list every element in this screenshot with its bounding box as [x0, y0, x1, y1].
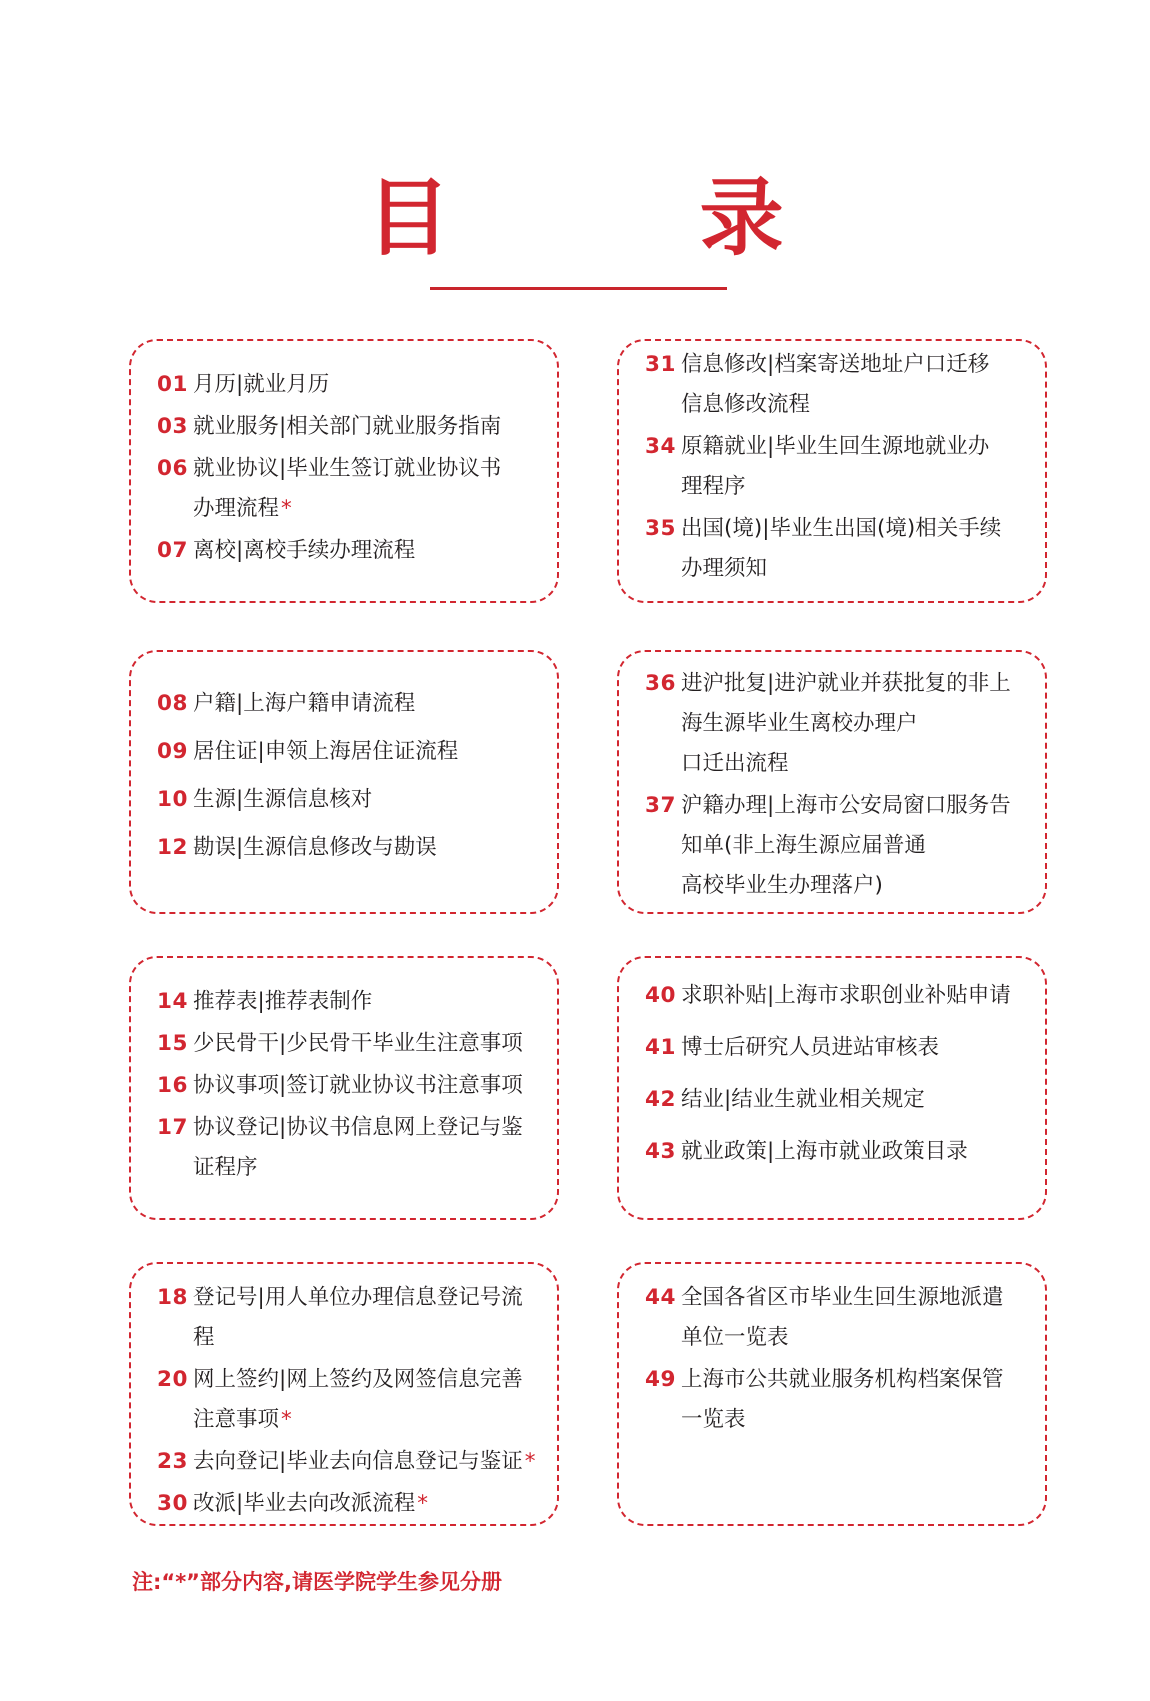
toc-entry[interactable]: [157, 531, 547, 571]
toc-entry-text: [193, 684, 547, 724]
toc-page-number: 40: [645, 983, 676, 1008]
toc-entry-text: [681, 427, 1035, 507]
toc-page-number: 06: [157, 456, 188, 481]
toc-entry-text: [193, 732, 547, 772]
toc-page-number: 30: [157, 1491, 188, 1516]
toc-entry-text: [193, 531, 547, 571]
toc-entry[interactable]: [157, 1278, 547, 1358]
toc-entry-text: [193, 780, 547, 820]
toc-entry[interactable]: [645, 664, 1035, 784]
toc-entry-label: 勘误|生源信息修改与勘误: [193, 835, 437, 860]
toc-entry-text: [193, 1066, 547, 1106]
toc-page-number: 07: [157, 538, 188, 563]
toc-entry-label: 改派|毕业去向改派流程: [193, 1491, 416, 1516]
toc-entry-label: 进沪批复|进沪就业并获批复的非上 海生源毕业生离校办理户 口迁出流程: [681, 671, 1011, 776]
toc-entry-text: [193, 1442, 547, 1482]
toc-entry[interactable]: [645, 1080, 1035, 1120]
toc-page-number: 43: [645, 1139, 676, 1164]
toc-page-number: 10: [157, 787, 188, 812]
toc-entry-label: 居住证|申领上海居住证流程: [193, 739, 459, 764]
toc-entry-label: 信息修改|档案寄送地址户口迁移 信息修改流程: [681, 352, 990, 417]
toc-page-number: 34: [645, 434, 676, 459]
page-title: 目 录: [366, 169, 894, 267]
toc-box: [617, 339, 1047, 603]
toc-page-number: 44: [645, 1285, 676, 1310]
toc-entry-text: [193, 365, 547, 405]
toc-entry-label: 出国(境)|毕业生出国(境)相关手续 办理须知: [681, 516, 1002, 581]
toc-box: [129, 339, 559, 603]
toc-entry[interactable]: [157, 732, 547, 772]
toc-page-number: 36: [645, 671, 676, 696]
toc-entry[interactable]: [645, 427, 1035, 507]
toc-entry[interactable]: [157, 1024, 547, 1064]
toc-page-number: 41: [645, 1035, 676, 1060]
toc-box: [129, 650, 559, 914]
toc-entry-label: 协议登记|协议书信息网上登记与鉴 证程序: [193, 1115, 523, 1180]
toc-entry-label: 就业政策|上海市就业政策目录: [681, 1139, 968, 1164]
toc-entry-text: [681, 345, 1035, 425]
toc-entry[interactable]: [157, 1442, 547, 1482]
toc-page-number: 16: [157, 1073, 188, 1098]
toc-entry[interactable]: [645, 1132, 1035, 1172]
toc-page-number: 31: [645, 352, 676, 377]
toc-entry-label: 原籍就业|毕业生回生源地就业办 理程序: [681, 434, 990, 499]
toc-box: [129, 956, 559, 1220]
toc-entry[interactable]: [645, 1278, 1035, 1358]
toc-page-number: 01: [157, 372, 188, 397]
toc-entry[interactable]: [645, 1360, 1035, 1440]
toc-entry[interactable]: [157, 780, 547, 820]
toc-entry-text: [193, 828, 547, 868]
toc-entry[interactable]: [157, 1108, 547, 1188]
toc-entry[interactable]: [157, 1484, 547, 1524]
toc-entry[interactable]: [157, 365, 547, 405]
title-underline: [430, 287, 727, 290]
toc-page-number: 20: [157, 1367, 188, 1392]
toc-entry-label: 就业协议|毕业生签订就业协议书 办理流程: [193, 456, 502, 521]
toc-entry-label: 离校|离校手续办理流程: [193, 538, 416, 563]
toc-page-number: 03: [157, 414, 188, 439]
toc-entry[interactable]: [157, 1066, 547, 1106]
toc-entry-label: 全国各省区市毕业生回生源地派遣 单位一览表: [681, 1285, 1004, 1350]
toc-page-number: 15: [157, 1031, 188, 1056]
toc-box: [617, 956, 1047, 1220]
medical-note-star-icon: *: [281, 496, 292, 521]
toc-entry-text: [193, 407, 547, 447]
toc-page-number: 35: [645, 516, 676, 541]
toc-entry-text: [681, 1028, 1035, 1068]
medical-note-star-icon: *: [417, 1491, 428, 1516]
toc-page-number: 49: [645, 1367, 676, 1392]
toc-entry[interactable]: [645, 345, 1035, 425]
toc-entry-text: [681, 1278, 1035, 1358]
toc-page-number: 12: [157, 835, 188, 860]
toc-box: [617, 1262, 1047, 1526]
toc-entry-label: 结业|结业生就业相关规定: [681, 1087, 925, 1112]
toc-entry[interactable]: [645, 976, 1035, 1016]
toc-entry-label: 博士后研究人员进站审核表: [681, 1035, 940, 1060]
footnote: 注:“*”部分内容,请医学院学生参见分册: [132, 1570, 502, 1594]
toc-entry-text: [193, 449, 547, 529]
toc-entry-label: 协议事项|签订就业协议书注意事项: [193, 1073, 523, 1098]
toc-entry-text: [193, 982, 547, 1022]
toc-page-number: 17: [157, 1115, 188, 1140]
toc-entry[interactable]: [645, 786, 1035, 906]
toc-entry-label: 网上签约|网上签约及网签信息完善 注意事项: [193, 1367, 523, 1432]
toc-entry[interactable]: [157, 449, 547, 529]
toc-page-number: 09: [157, 739, 188, 764]
toc-page-number: 18: [157, 1285, 188, 1310]
toc-entry-label: 上海市公共就业服务机构档案保管 一览表: [681, 1367, 1004, 1432]
toc-entry-label: 求职补贴|上海市求职创业补贴申请: [681, 983, 1011, 1008]
toc-entry-label: 去向登记|毕业去向信息登记与鉴证: [193, 1449, 523, 1474]
medical-note-star-icon: *: [281, 1407, 292, 1432]
toc-entry-text: [681, 664, 1035, 784]
toc-page-number: 37: [645, 793, 676, 818]
toc-entry-text: [193, 1278, 547, 1358]
toc-entry-label: 登记号|用人单位办理信息登记号流 程: [193, 1285, 523, 1350]
toc-entry-text: [681, 1080, 1035, 1120]
toc-page-number: 14: [157, 989, 188, 1014]
toc-box: [129, 1262, 559, 1526]
toc-entry[interactable]: [157, 828, 547, 868]
toc-entry[interactable]: [157, 1360, 547, 1440]
toc-entry-text: [681, 786, 1035, 906]
toc-page-number: 42: [645, 1087, 676, 1112]
toc-entry-text: [193, 1108, 547, 1188]
toc-box: [617, 650, 1047, 914]
toc-entry-label: 月历|就业月历: [193, 372, 330, 397]
toc-entry[interactable]: [157, 982, 547, 1022]
toc-entry-label: 推荐表|推荐表制作: [193, 989, 373, 1014]
toc-entry-text: [193, 1484, 547, 1524]
toc-entry-label: 就业服务|相关部门就业服务指南: [193, 414, 502, 439]
toc-entry-text: [193, 1360, 547, 1440]
toc-entry[interactable]: [645, 509, 1035, 589]
toc-entry-label: 少民骨干|少民骨干毕业生注意事项: [193, 1031, 523, 1056]
toc-entry-text: [681, 1360, 1035, 1440]
toc-entry[interactable]: [157, 407, 547, 447]
medical-note-star-icon: *: [524, 1449, 536, 1474]
toc-page-number: 23: [157, 1449, 188, 1474]
toc-entry-label: 沪籍办理|上海市公安局窗口服务告 知单(非上海生源应届普通 高校毕业生办理落户): [681, 793, 1011, 898]
toc-entry-label: 户籍|上海户籍申请流程: [193, 691, 416, 716]
toc-entry[interactable]: [645, 1028, 1035, 1068]
toc-entry-text: [193, 1024, 547, 1064]
toc-entry-label: 生源|生源信息核对: [193, 787, 373, 812]
toc-page-number: 08: [157, 691, 188, 716]
toc-entry-text: [681, 976, 1035, 1016]
toc-entry[interactable]: [157, 684, 547, 724]
toc-entry-text: [681, 1132, 1035, 1172]
toc-entry-text: [681, 509, 1035, 589]
